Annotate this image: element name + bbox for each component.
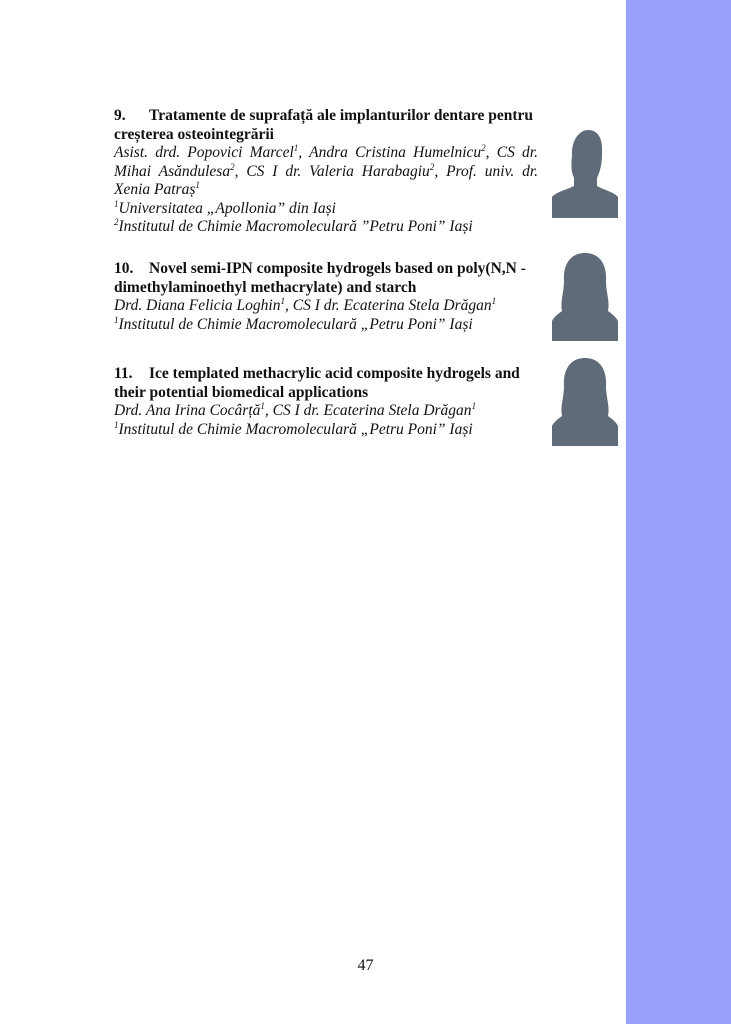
author-sup: 2 [481,142,486,153]
entry-number: 11. [114,365,133,382]
affiliation [114,218,538,237]
author-sup: 1 [260,400,265,411]
author-separator: , [485,144,497,161]
page-number: 47 [357,957,374,974]
author-sup: 1 [293,142,299,153]
author-separator: , [298,144,310,161]
female-silhouette-icon [552,356,618,446]
male-silhouette-icon [552,128,618,218]
author-name: CS I dr. Valeria Harabagiu [246,162,430,180]
entry-authors [114,402,538,421]
entry-title-text: Novel semi-IPN composite hydrogels based on poly(N,N - dimethylaminoethyl methacrylate) and starch [114,260,526,296]
affiliation-sup: 2 [114,216,119,227]
entry-title [114,365,538,402]
author-name: CS dr. Mihai Asăndulesa [114,144,538,180]
side-color-bar [626,0,731,1024]
author-separator: , [284,297,293,314]
female-silhouette-icon [552,251,618,341]
affiliation [114,316,538,335]
author-name: Drd. Diana Felicia Loghin [114,297,281,314]
author-separator: , [434,162,447,180]
entry-title [114,260,538,297]
author-name: Drd. Ana Irina Cocârță [114,402,261,419]
affiliation-sup: 1 [114,419,119,430]
entry-10 [114,260,538,334]
entry-9 [114,107,538,237]
entry-number: 10. [114,260,134,277]
entry-title-text: Tratamente de suprafață ale implanturilor dentare pentru creșterea osteointegrării [114,107,534,143]
author-sup: 2 [429,161,435,172]
author-sup: 1 [195,179,200,190]
author-separator: , [234,162,247,180]
entry-11 [114,365,538,439]
author-name: Asist. drd. Popovici Marcel [114,144,294,161]
author-name: CS I dr. Ecaterina Stela Drăgan [292,297,492,314]
affiliation-sup: 1 [114,198,119,209]
affiliation-text: Universitatea „Apollonia” din Iași [118,199,336,217]
author-sup: 2 [230,161,235,172]
author-name: CS I dr. Ecaterina Stela Drăgan [272,402,472,419]
entry-number: 9. [114,107,126,124]
author-name: Andra Cristina Humelnicu [309,144,482,161]
affiliation-text: Institutul de Chimie Macromoleculară „Petru Poni” Iași [118,420,473,438]
entry-title [114,107,538,144]
author-separator: , [264,402,273,419]
affiliation-sup: 1 [114,314,119,325]
affiliation-text: Institutul de Chimie Macromoleculară „Petru Poni” Iași [118,315,473,333]
author-sup: 1 [491,295,497,306]
author-sup: 1 [280,295,285,306]
author-name: Prof. univ. dr. Xenia Patraș [114,162,539,198]
affiliation [114,421,538,440]
entry-title-text: Ice templated methacrylic acid composite hydrogels and their potential biomedical applications [114,365,520,401]
affiliation [114,200,538,219]
entry-authors [114,144,538,200]
entry-authors [114,297,538,316]
affiliation-text: Institutul de Chimie Macromoleculară ”Petru Poni” Iași [118,218,473,235]
author-sup: 1 [471,400,477,411]
